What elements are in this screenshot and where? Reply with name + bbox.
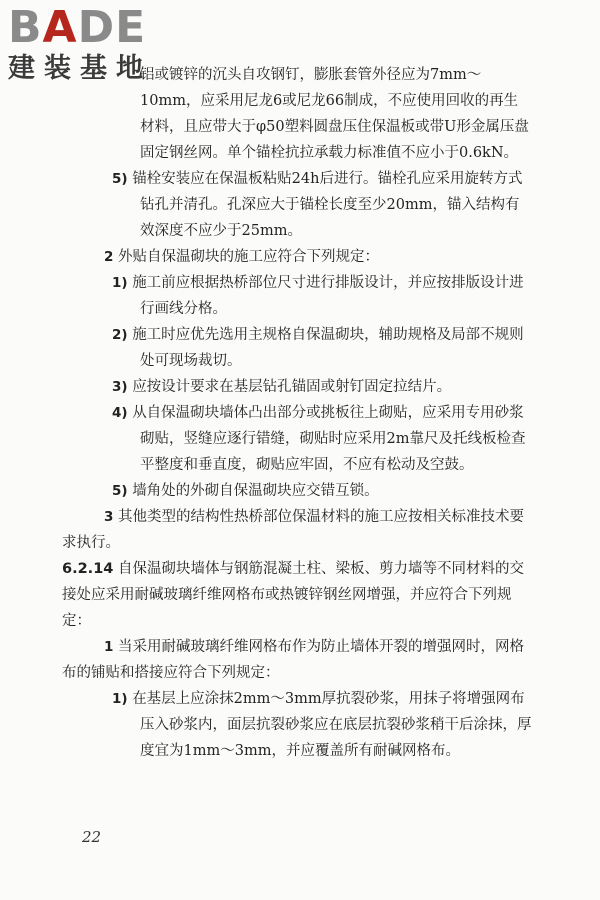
- page-body: [62, 62, 532, 764]
- list-item: 3 其他类型的结构性热桥部位保温材料的施工应按相关标准技术要求执行。: [62, 509, 525, 551]
- sub-item: 5) 墙角处的外砌自保温砌块应交错互锁。: [112, 483, 379, 499]
- sub-item: 5) 锚栓安装应在保温板粘贴24h后进行。锚栓孔应采用旋转方式钻孔并清孔。孔深应大于锚栓长度至少20mm，锚入结构有效深度不应少于25mm。: [112, 171, 523, 239]
- sub-item: 3) 应按设计要求在基层钻孔锚固或射钉固定拉结片。: [112, 379, 452, 395]
- logo-tagline: 建装基地: [8, 53, 152, 84]
- sub-item: 1) 在基层上应涂抹2mm～3mm厚抗裂砂浆，用抹子将增强网布压入砂浆内，面层抗裂砂浆应在底层抗裂砂浆稍干后涂抹，厚度宜为1mm～3mm，并应覆盖所有耐碱网格布。: [112, 691, 532, 759]
- sub-item: 4) 从自保温砌块墙体凸出部分或挑板往上砌贴，应采用专用砂浆砌贴，竖缝应逐行错缝，砌贴时应采用2m靠尺及托线板检查平整度和垂直度，砌贴应牢固，不应有松动及空鼓。: [112, 405, 526, 473]
- sub-item: 2) 施工时应优先选用主规格自保温砌块，辅助规格及局部不规则处可现场裁切。: [112, 327, 524, 369]
- paragraph-continuation: 铝或镀锌的沉头自攻钢钉，膨胀套管外径应为7mm～10mm，应采用尼龙6或尼龙66制成，不应使用回收的再生材料，且应带大于φ50塑料圆盘压住保温板或带U形金属压盘固定钢丝网。单个锚栓抗拉承载力标准值不应小于0.6kN。: [140, 67, 529, 161]
- list-item: 2 外贴自保温砌块的施工应符合下列规定：: [104, 249, 380, 265]
- list-item: 1 当采用耐碱玻璃纤维网格布作为防止墙体开裂的增强网时，网格布的铺贴和搭接应符合下列规定：: [62, 639, 525, 681]
- section-clause: 6.2.14 自保温砌块墙体与钢筋混凝土柱、梁板、剪力墙等不同材料的交接处应采用耐碱玻璃纤维网格布或热镀锌钢丝网增强，并应符合下列规定：: [62, 561, 524, 629]
- logo-wordmark: BADE: [8, 2, 147, 53]
- page-number: 22: [82, 828, 102, 846]
- sub-item: 1) 施工前应根据热桥部位尺寸进行排版设计，并应按排版设计进行画线分格。: [112, 275, 524, 317]
